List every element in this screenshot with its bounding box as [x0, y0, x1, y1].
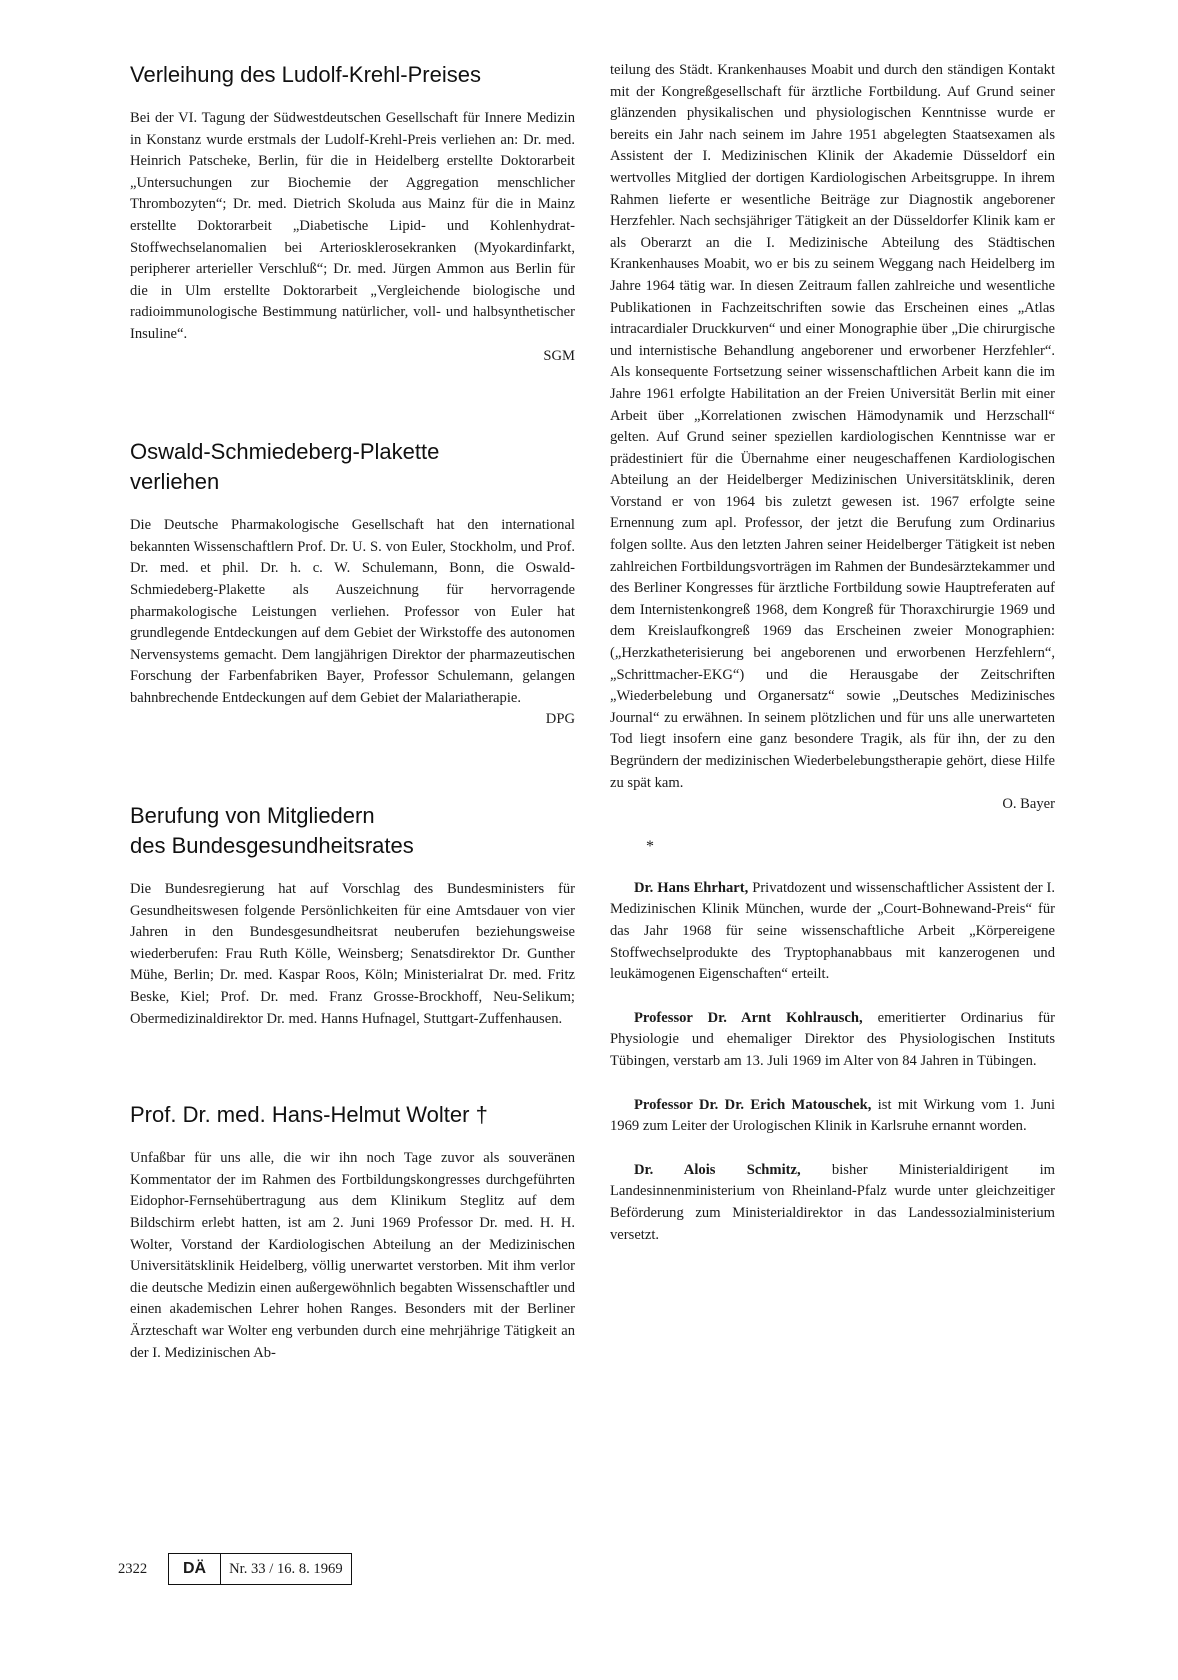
news-person: Dr. Alois Schmitz, — [634, 1161, 801, 1178]
page-footer — [118, 1553, 352, 1585]
news-person: Dr. Hans Ehrhart, — [634, 879, 749, 896]
spacer — [130, 1030, 575, 1100]
spacer — [130, 367, 575, 437]
article-signature: SGM — [543, 347, 575, 364]
title-line: Berufung von Mitgliedern — [130, 803, 375, 829]
issue-info: Nr. 33 / 16. 8. 1969 — [229, 1560, 343, 1577]
left-column — [130, 60, 575, 1364]
spacer — [130, 731, 575, 801]
article-text: teilung des Städt. Krankenhauses Moabit und durch den ständigen Kontakt mit der Kongreßgesellschaft für ärztliche Fortbildung. Auf Grund seiner glänzenden physikalischen und physiologischen Kenntnisse wurde er bereits ein Jahr nach seinem im Jahre 1951 abgelegten Staatsexamen als Assistent der I. Medizinischen Klinik der Akademie Düsseldorf ein wertvolles Mitglied der dortigen Kardiologischen Arbeitsgruppe. In ihrem Rahmen lieferte er wesentliche Beiträge zur Diagnostik angeborener Herzfehler. Nach sechsjähriger Tätigkeit an der Düsseldorfer Klinik kam er als Oberarzt an die I. Medizinische Abteilung des Städtischen Krankenhauses Moabit, wo er bis zu seinem Weggang nach Heidelberg im Jahre 1964 tätig war. In diesen Zeitraum fallen zahlreiche und wesentliche Publikationen in Fachzeitschriften sowie das Erscheinen eines „Atlas intracardialer Druckkurven“ und einer Monographie über „Die chirurgische und internistische Behandlung angeborener und erworbener Herzfehler“. Als konsequente Fortsetzung seiner wissenschaftlichen Arbeit kann die im Jahre 1961 erfolgte Habilitation an der Freien Universität Berlin mit einer Arbeit über „Korrelationen zwischen Hämodynamik und Herzschall“ gelten. Auf Grund seiner speziellen kardiologischen Kenntnisse war er prädestiniert für die Übernahme einer neugeschaffenen Kardiologischen Abteilung an der Heidelberger Medizinischen Universitätsklinik, deren Vorstand er von 1964 bis zuletzt gewesen ist. 1967 erfolgte seine Ernennung zum apl. Professor, der jetzt die Berufung zum Ordinarius folgen sollte. Aus den letzten Jahren seiner Heidelberger Tätigkeit ist neben zahlreichen Fortbildungsvorträgen im Rahmen der Bundesärztekammer und des Berliner Kongresses für ärztliche Fortbildung sowie Hauptreferaten auf dem Internistenkongreß 1968, dem Kongreß für Thoraxchirurgie 1969 und dem Kreislaufkongreß 1969 das Erscheinen zweier Monographien: („Herzkatheterisierung bei angeborenen und erworbenen Herzfehlern“, „Schrittmacher-EKG“) und die Herausgabe der Zeitschriften „Wiederbelebung und Organersatz“ sowie „Deutsches Medizinisches Journal“ zu erwähnen. In seinem plötzlichen und für uns alle unerwarteten Tod liegt insofern eine ganz besondere Tragik, als für ihn, der zu den Begründern der medizinischen Wiederbelebungstherapie gehört, diese Hilfe zu spät kam. — [610, 62, 1055, 791]
issue-box — [168, 1553, 352, 1585]
page-number: 2322 — [118, 1560, 148, 1577]
title-line: des Bundesgesundheitsrates — [130, 833, 414, 859]
news-text: ist mit Wirkung vom 1. Juni 1969 zum Leiter der Urologischen Klinik in Karlsruhe ernannt worden. — [610, 1096, 1056, 1135]
news-person: Professor Dr. Dr. Erich Matouschek, — [634, 1096, 872, 1113]
article-title-wolter-obituary: Prof. Dr. med. Hans-Helmut Wolter † — [130, 1102, 488, 1128]
news-item — [610, 1008, 1055, 1073]
article-title-krehl-prize: Verleihung des Ludolf-Krehl-Preises — [130, 62, 481, 87]
news-person: Professor Dr. Arnt Kohlrausch, — [634, 1009, 863, 1026]
title-line: verliehen — [130, 469, 220, 495]
obituary-continuation — [610, 60, 1055, 816]
section-separator: * — [646, 837, 654, 855]
magazine-abbreviation: DÄ — [169, 1554, 221, 1584]
article-signature: DPG — [545, 711, 575, 728]
news-text: Privatdozent und wissenschaftlicher Assistent der I. Medizinischen Klinik München, wurde der „Court-Bohnewand-Preis“ für das Jahr 1968 für seine wissenschaftliche Arbeit „Körpereigene Stoffwechselprodukte des Tryptophanabbaus mit kanzerogenen und leukämogenen Eigenschaften“ erteilt. — [610, 879, 1055, 983]
news-text: bisher Ministerialdirigent im Landesinnenministerium von Rheinland-Pfalz wurde unter gleichzeitiger Beförderung zum Ministerialdirektor in das Landessozialministerium versetzt. — [610, 1161, 1055, 1243]
article-body-krehl-prize — [130, 108, 575, 367]
news-item — [610, 1160, 1055, 1246]
article-title-bundesgesundheitsrat — [130, 801, 575, 861]
right-column — [610, 60, 1055, 1268]
news-item — [610, 878, 1055, 986]
news-item — [610, 1095, 1055, 1138]
title-line: Oswald-Schmiedeberg-Plakette — [130, 439, 440, 465]
article-signature: O. Bayer — [1002, 796, 1055, 813]
article-body-wolter-obituary: Unfaßbar für uns alle, die wir ihn noch Tage zuvor als souveränen Kommentator der im Rahmen des Fortbildungskongresses durchgeführten Eidophor-Fernsehübertragung aus dem Klinikum Steglitz auf dem Bildschirm erlebt hatten, ist am 2. Juni 1969 Professor Dr. med. H. H. Wolter, Vorstand der Kardiologischen Abteilung an der Medizinischen Universitätsklinik Heidelberg, völlig unerwartet verstorben. Mit ihm verlor die deutsche Medizin einen außergewöhnlich begabten Wissenschaftler und einen akademischen Lehrer hohen Ranges. Besonders mit der Berliner Ärzteschaft war Wolter eng verbunden durch eine mehrjährige Tätigkeit an der I. Medizinischen Ab- — [130, 1150, 575, 1361]
article-body-bundesgesundheitsrat: Die Bundesregierung hat auf Vorschlag des Bundesministers für Gesundheitswesen folgende Persönlichkeiten für eine Amtsdauer von vier Jahren in den Bundesgesundheitsrat neuberufen beziehungsweise wiederberufen: Frau Ruth Kölle, Weinsberg; Senatsdirektor Dr. Gunther Mühe, Berlin; Dr. med. Kaspar Roos, Köln; Ministerialrat Dr. med. Fritz Beske, Kiel; Prof. Dr. med. Franz Grosse-Brockhoff, Neu-Selikum; Obermedizinaldirektor Dr. med. Hanns Hufnagel, Stuttgart-Zuffenhausen. — [130, 881, 575, 1027]
news-text: emeritierter Ordinarius für Physiologie und ehemaliger Direktor des Physiologischen Instituts Tübingen, verstarb am 13. Juli 1969 im Alter von 84 Jahren in Tübingen. — [610, 1009, 1055, 1069]
article-text: Die Deutsche Pharmakologische Gesellschaft hat den international bekannten Wissenschaftlern Prof. Dr. U. S. von Euler, Stockholm, und Prof. Dr. med. et phil. Dr. h. c. W. Schulemann, Bonn, die Oswald-Schmiedeberg-Plakette als Auszeichnung für hervorragende pharmakologische Leistungen verliehen. Professor von Euler hat grundlegende Entdeckungen auf dem Gebiet der Wirkstoffe des autonomen Nervensystems gemacht. Dem langjährigen Direktor der pharmazeutischen Forschung der Farbenfabriken Bayer, Professor Schulemann, gelangen bahnbrechende Entdeckungen auf dem Gebiet der Malariatherapie. — [130, 517, 575, 706]
article-body-schmiedeberg — [130, 515, 575, 731]
article-title-schmiedeberg — [130, 437, 575, 497]
article-text: Bei der VI. Tagung der Südwestdeutschen Gesellschaft für Innere Medizin in Konstanz wurde erstmals der Ludolf-Krehl-Preis verliehen an: Dr. med. Heinrich Patscheke, Berlin, für die in Heidelberg erstellte Doktorarbeit „Untersuchungen zur Biochemie der Aggregation menschlicher Thrombozyten“; Dr. med. Dietrich Skoluda aus Mainz für die in Mainz erstellte Doktorarbeit „Diabetische Lipid- und Kohlenhydrat-Stoffwechselanomalien bei Arteriosklerosekranken (Myokardinfarkt, peripherer arterieller Verschluß“; Dr. med. Jürgen Ammon aus Berlin für die in Ulm erstellte Doktorarbeit „Vergleichende biologische und radioimmunologische Bestimmung natürlicher, voll- und halbsynthetischer Insuline“. — [130, 110, 575, 342]
